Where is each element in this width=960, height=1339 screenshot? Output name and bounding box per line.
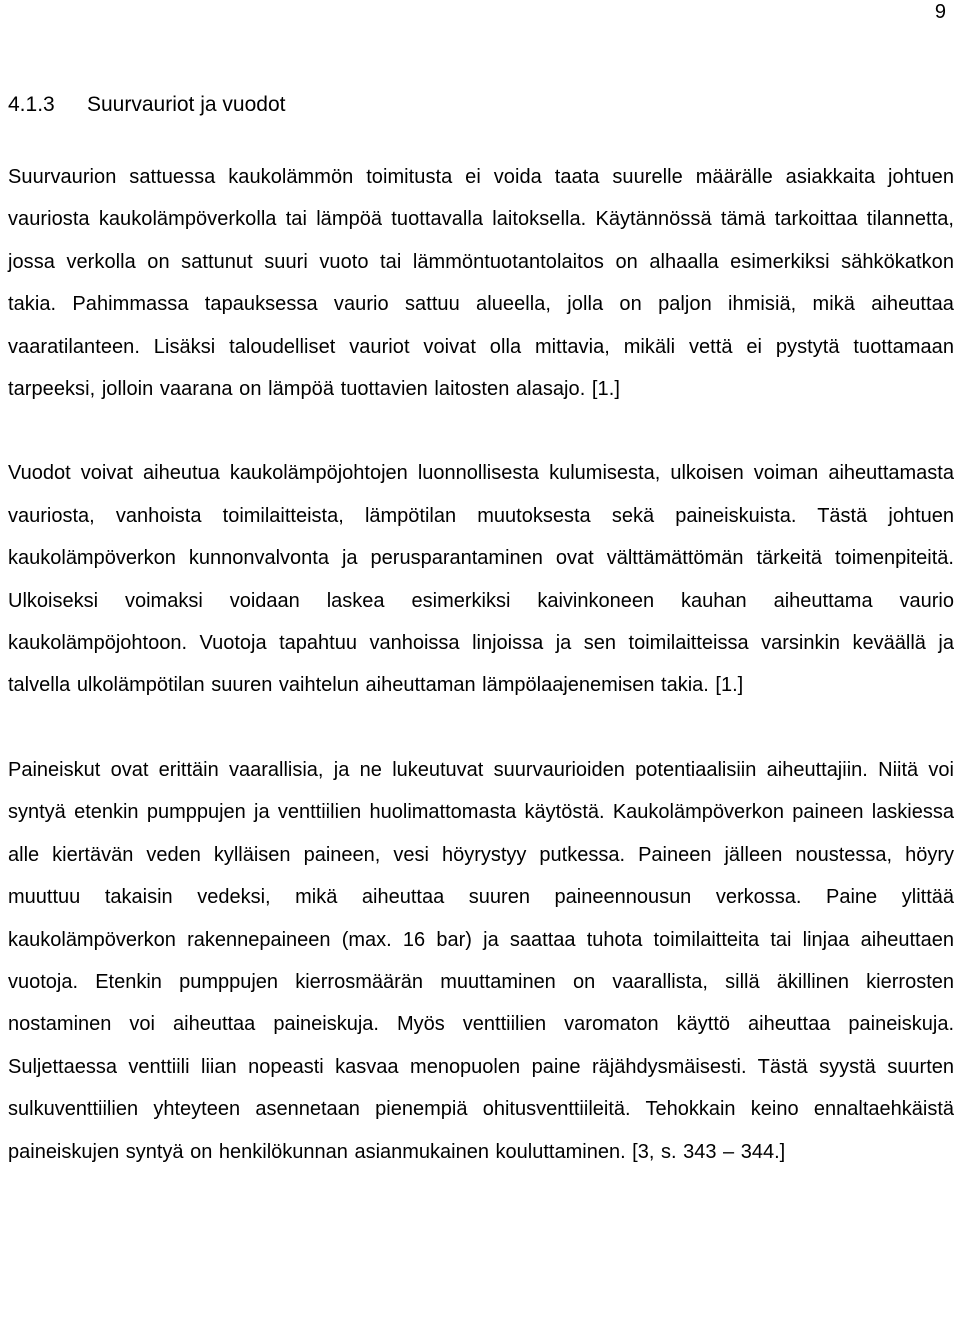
paragraph-suurvauriot: Suurvaurion sattuessa kaukolämmön toimitusta ei voida taata suurelle määrälle asiakkaita johtuen vauriosta kaukolämpöverkolla tai lämpöä tuottavalla laitoksella. Käytännössä tämä tarkoittaa tilannetta, jossa verkolla on sattunut suuri vuoto tai lämmöntuotantolaitos on alhaalla esimerkiksi sähkökatkon takia. Pahimmassa tapauksessa vaurio sattuu alueella, jolla on paljon ihmisiä, mikä aiheuttaa vaaratilanteen. Lisäksi taloudelliset vauriot voivat olla mittavia, mikäli vettä ei pystytä tuottamaan tarpeeksi, jolloin vaarana on lämpöä tuottavien laitosten alasajo. [1.]: [8, 166, 954, 401]
section-number: 4.1.3: [8, 93, 55, 116]
section-heading: [8, 84, 954, 126]
paragraph-paineiskut: Paineiskut ovat erittäin vaarallisia, ja ne lukeutuvat suurvaurioiden potentiaalisiin aiheuttajiin. Niitä voi syntyä etenkin pumppujen ja venttiilien huolimattomasta käytöstä. Kaukolämpöverkon paineen laskiessa alle kiertävän veden kylläisen paineen, vesi höyrystyy putkessa. Paineen jälleen noustessa, höyry muuttuu takaisin vedeksi, mikä aiheuttaa suuren paineennousun verkossa. Paine ylittää kaukolämpöverkon rakennepaineen (max. 16 bar) ja saattaa tuhota toimilaitteita tai linjaa aiheuttaen vuotoja. Etenkin pumppujen kierrosmäärän muuttaminen on vaarallista, sillä äkillinen kierrosten nostaminen voi aiheuttaa paineiskuja. Myös venttiilien varomaton käyttö aiheuttaa paineiskuja. Suljettaessa venttiili liian nopeasti kasvaa menopuolen paine räjähdysmäisesti. Tästä syystä suurten sulkuventtiilien yhteyteen asennetaan pienempiä ohitusventtiileitä. Tehokkain keino ennaltaehkäistä paineiskujen syntyä on henkilökunnan asianmukainen kouluttaminen. [3, s. 343 – 344.]: [8, 758, 954, 1163]
paragraph-vuodot: Vuodot voivat aiheutua kaukolämpöjohtojen luonnollisesta kulumisesta, ulkoisen voiman aiheuttamasta vauriosta, vanhoista toimilaitteista, lämpötilan muutoksesta sekä paineiskuista. Tästä johtuen kaukolämpöverkon kunnonvalvonta ja perusparantaminen ovat välttämättömän tärkeitä toimenpiteitä. Ulkoiseksi voimaksi voidaan laskea esimerkiksi kaivinkoneen kauhan aiheuttama vaurio kaukolämpöjohtoon. Vuotoja tapahtuu vanhoissa linjoissa ja sen toimilaitteissa varsinkin keväällä ja talvella ulkolämpötilan suuren vaihtelun aiheuttaman lämpölaajenemisen takia. [1.]: [8, 462, 954, 697]
document-body: [8, 84, 954, 1215]
page-number: 9: [934, 1, 946, 23]
section-title: Suurvauriot ja vuodot: [87, 93, 286, 116]
